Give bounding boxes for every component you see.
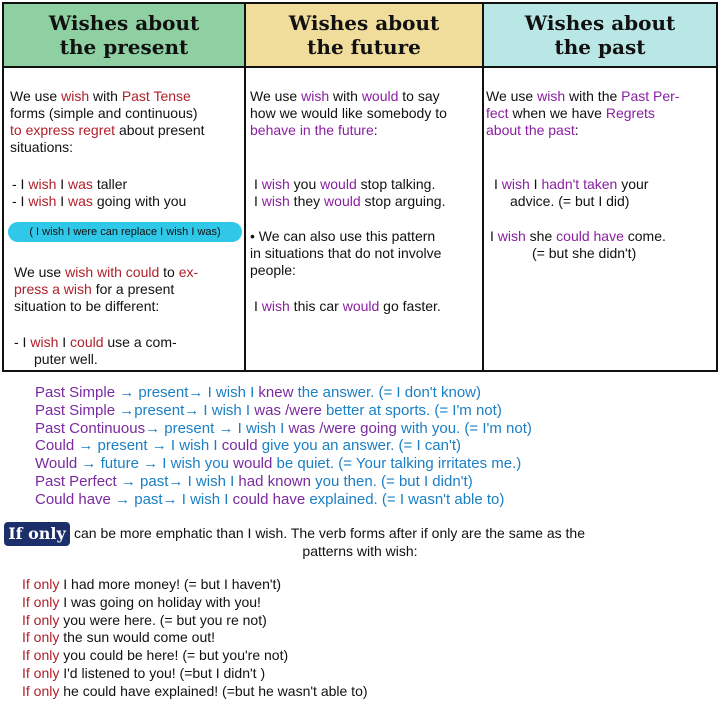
list-item: If only I was going on holiday with you!	[22, 593, 261, 610]
list-item: If only the sun would come out!	[22, 629, 216, 646]
list-item: If only I had more money! (= but I haven't)	[22, 576, 282, 592]
header-future-line2: the future	[307, 35, 421, 59]
column-present	[4, 68, 246, 370]
present-could-example: - I wish I could use a com- puter well.	[14, 334, 177, 367]
wishes-table	[2, 2, 718, 372]
if-only-description-cont: patterns with wish:	[302, 543, 418, 559]
if-only-description: can be more emphatic than I wish. The verb forms after if only are the same as the	[74, 525, 585, 541]
future-rule: We use wish with would to say how we would like somebody to behave in the future:	[250, 88, 447, 138]
future-car-example: I wish this car would go faster.	[254, 298, 441, 314]
highlight-note: ( I wish I were can replace I wish I was)	[8, 222, 242, 242]
summary-line: Could → present → I wish I could give you an answer. (= I can't)	[35, 437, 461, 455]
column-future	[246, 68, 484, 370]
if-only-examples	[22, 576, 368, 701]
summary-line: Could have → past→ I wish I could have explained. (= I wasn't able to)	[35, 490, 505, 508]
future-pattern-note: • We can also use this pattern in situations that do not involve people:	[250, 228, 442, 278]
header-present-line1: Wishes about	[48, 11, 200, 35]
header-future-line1: Wishes about	[288, 11, 440, 35]
past-example-come: I wish she could have come. (= but she didn't)	[490, 228, 666, 261]
column-past	[484, 68, 716, 370]
header-future	[246, 4, 484, 68]
list-item: If only I'd listened to you! (=but I didn't )	[22, 664, 266, 681]
list-item: If only you were here. (= but you re not)	[22, 611, 267, 628]
present-examples: - I wish I was taller - I wish I was going with you	[12, 176, 187, 209]
header-present-line2: the present	[59, 35, 189, 59]
list-item: If only he could have explained! (=but he wasn't able to)	[22, 682, 368, 699]
summary-line: Past Continuous→ present → I wish I was /were going with you. (= I'm not)	[35, 419, 532, 437]
past-example-advice: I wish I hadn't taken your advice. (= but I did)	[494, 176, 649, 209]
tense-summary	[35, 384, 532, 509]
header-past-line1: Wishes about	[524, 11, 676, 35]
if-only-badge: If only	[4, 522, 70, 546]
summary-line: Past Perfect → past→ I wish I had known you then. (= but I didn't)	[35, 472, 473, 490]
future-examples: I wish you would stop talking. I wish they would stop arguing.	[254, 176, 446, 209]
summary-line: Past Simple →present→ I wish I was /were better at sports. (= I'm not)	[35, 401, 502, 419]
summary-line: Would → future → I wish you would be quiet. (= Your talking irritates me.)	[35, 455, 522, 473]
header-present	[4, 4, 246, 68]
list-item: If only you could be here! (= but you're not)	[22, 647, 289, 664]
summary-line: Past Simple → present→ I wish I knew the answer. (= I don't know)	[35, 384, 481, 401]
past-rule: We use wish with the Past Per- fect when we have Regrets about the past:	[486, 88, 680, 138]
header-past	[484, 4, 716, 68]
present-could-rule: We use wish with could to ex- press a wish for a present situation to be different:	[14, 264, 199, 314]
present-rule: We use wish with Past Tense forms (simple and continuous) to express regret about present situations:	[10, 88, 205, 155]
header-past-line2: the past	[554, 35, 646, 59]
